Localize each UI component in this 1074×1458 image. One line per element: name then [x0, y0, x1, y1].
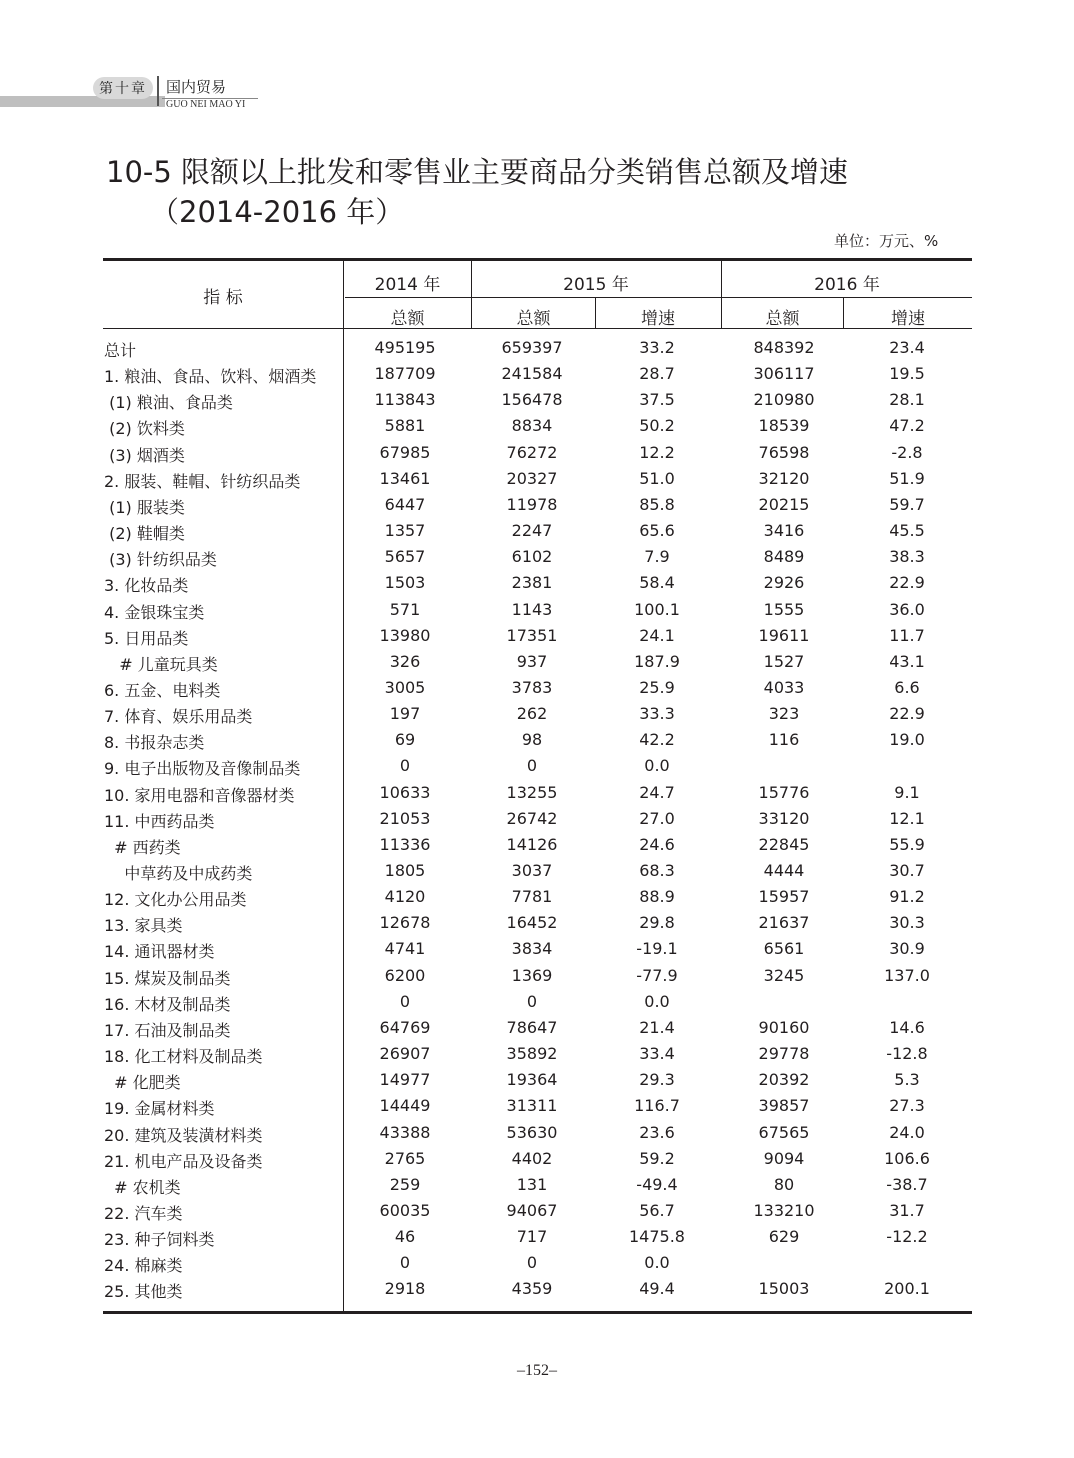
table-row — [0, 1279, 1074, 1305]
cell-2015-total: 262 — [516, 704, 548, 724]
cell-2015-total: 3037 — [511, 861, 553, 880]
cell-2014-total: 5881 — [384, 416, 426, 436]
cell-2015-total: 0 — [526, 756, 538, 776]
cell-2015-growth: 116.7 — [634, 1096, 680, 1116]
cell-2015-growth: 24.1 — [639, 625, 675, 645]
cell-2014-total: 64769 — [379, 1017, 431, 1037]
cell-2015-growth: 29.8 — [639, 913, 675, 933]
table-title: 10-5 限额以上批发和零售业主要商品分类销售总额及增速 — [106, 155, 849, 189]
header-growth-2015: 增速 — [641, 309, 675, 329]
row-label: (3) 针纺织品类 — [104, 550, 217, 570]
cell-2015-total: 1143 — [511, 599, 553, 619]
cell-2015-growth: 58.4 — [639, 573, 675, 593]
cell-2014-total: 14449 — [379, 1096, 431, 1116]
cell-2014-total: 6200 — [384, 965, 426, 985]
chapter-divider — [157, 76, 159, 106]
cell-2016-growth: 31.7 — [889, 1200, 925, 1220]
cell-2016-growth: 19.5 — [889, 364, 925, 384]
row-label: 12. 文化办公用品类 — [104, 890, 247, 910]
table-row — [0, 652, 1074, 678]
table-row — [0, 1123, 1074, 1149]
row-label: (1) 服装类 — [104, 497, 185, 517]
cell-2015-total: 156478 — [501, 390, 563, 410]
cell-2014-total: 2765 — [384, 1148, 426, 1168]
cell-2015-growth: 187.9 — [634, 651, 680, 671]
cell-2015-growth: 0.0 — [644, 756, 670, 776]
cell-2016-total: 20392 — [758, 1070, 810, 1090]
cell-2015-growth: -49.4 — [636, 1174, 678, 1194]
table-row — [0, 338, 1074, 364]
cell-2016-total: 67565 — [758, 1122, 810, 1142]
cell-2016-growth: 38.3 — [889, 547, 925, 567]
cell-2014-total: 69 — [394, 730, 416, 750]
cell-2015-growth: 56.7 — [639, 1200, 675, 1220]
row-label: 5. 日用品类 — [104, 628, 189, 648]
table-row — [0, 678, 1074, 704]
cell-2016-total: 848392 — [753, 338, 815, 357]
cell-2015-total: 2247 — [511, 521, 553, 541]
table-row — [0, 835, 1074, 861]
cell-2016-growth: 30.3 — [889, 913, 925, 933]
chapter-title: 国内贸易 — [166, 78, 227, 96]
cell-2014-total: 1503 — [384, 573, 426, 593]
cell-2015-growth: 27.0 — [639, 808, 675, 828]
row-label: 1. 粮油、食品、饮料、烟酒类 — [104, 367, 317, 387]
cell-2016-growth: 200.1 — [884, 1279, 930, 1299]
cell-2016-growth: 55.9 — [889, 834, 925, 854]
cell-2015-growth: 65.6 — [639, 521, 675, 541]
cell-2015-growth: 51.0 — [639, 468, 675, 488]
cell-2015-growth: 49.4 — [639, 1279, 675, 1299]
table-row — [0, 704, 1074, 730]
cell-2016-growth: 24.0 — [889, 1122, 925, 1142]
table-row — [0, 443, 1074, 469]
row-label: 总计 — [104, 341, 137, 360]
cell-2015-growth: 33.3 — [639, 704, 675, 724]
cell-2016-growth: 6.6 — [894, 677, 920, 697]
cell-2016-growth: 106.6 — [884, 1148, 930, 1168]
cell-2016-growth: -12.2 — [886, 1227, 928, 1247]
cell-2015-growth: 85.8 — [639, 494, 675, 514]
cell-2016-total: 1555 — [763, 599, 805, 619]
cell-2015-total: 11978 — [506, 494, 558, 514]
cell-2015-total: 1369 — [511, 965, 553, 985]
cell-2015-total: 717 — [516, 1227, 548, 1247]
row-label: 9. 电子出版物及音像制品类 — [104, 759, 301, 779]
table-row — [0, 1149, 1074, 1175]
row-label: 6. 五金、电料类 — [104, 680, 221, 700]
cell-2016-growth: 43.1 — [889, 651, 925, 671]
cell-2014-total: 5657 — [384, 547, 426, 567]
table-row — [0, 1096, 1074, 1122]
cell-2014-total: 0 — [399, 1253, 411, 1273]
cell-2016-growth: 11.7 — [889, 625, 925, 645]
cell-2015-growth: 100.1 — [634, 599, 680, 619]
cell-2016-growth: 23.4 — [889, 338, 925, 357]
header-mid-rule — [345, 297, 972, 298]
table-row — [0, 913, 1074, 939]
table-row — [0, 966, 1074, 992]
cell-2014-total: 13461 — [379, 468, 431, 488]
cell-2016-total: 39857 — [758, 1096, 810, 1116]
row-label: (2) 鞋帽类 — [104, 524, 185, 544]
header-year-2015: 2015 年 — [563, 275, 629, 295]
cell-2014-total: 60035 — [379, 1200, 431, 1220]
cell-2014-total: 1357 — [384, 521, 426, 541]
cell-2016-total: 306117 — [753, 364, 815, 384]
cell-2015-total: 16452 — [506, 913, 558, 933]
cell-2015-total: 35892 — [506, 1044, 558, 1064]
header-growth-2016: 增速 — [891, 309, 925, 329]
table-row — [0, 1227, 1074, 1253]
cell-2016-total: 20215 — [758, 494, 810, 514]
cell-2016-growth: -2.8 — [891, 442, 923, 462]
cell-2015-growth: 28.7 — [639, 364, 675, 384]
table-row — [0, 809, 1074, 835]
row-label: 10. 家用电器和音像器材类 — [104, 785, 295, 805]
row-label: # 农机类 — [104, 1177, 181, 1197]
cell-2015-growth: 29.3 — [639, 1070, 675, 1090]
cell-2015-growth: 0.0 — [644, 991, 670, 1011]
table-row — [0, 600, 1074, 626]
row-label: 21. 机电产品及设备类 — [104, 1151, 263, 1171]
cell-2014-total: 1805 — [384, 861, 426, 880]
cell-2016-growth: 5.3 — [894, 1070, 920, 1090]
cell-2015-total: 2381 — [511, 573, 553, 593]
cell-2015-growth: -19.1 — [636, 939, 678, 959]
row-label: 13. 家具类 — [104, 916, 183, 936]
cell-2016-total: 116 — [768, 730, 800, 750]
row-label: 4. 金银珠宝类 — [104, 602, 205, 622]
cell-2015-growth: 1475.8 — [629, 1227, 685, 1247]
cell-2015-growth: 33.4 — [639, 1044, 675, 1064]
cell-2016-total: 4033 — [763, 677, 805, 697]
cell-2016-total: 2926 — [763, 573, 805, 593]
cell-2014-total: 10633 — [379, 782, 431, 802]
cell-2016-total: 15957 — [758, 887, 810, 907]
cell-2014-total: 21053 — [379, 808, 431, 828]
cell-2016-total: 3416 — [763, 521, 805, 541]
cell-2015-total: 937 — [516, 651, 548, 671]
cell-2016-growth: 30.7 — [889, 861, 925, 880]
row-label: # 化肥类 — [104, 1073, 181, 1093]
cell-2016-growth: 30.9 — [889, 939, 925, 959]
table-row — [0, 547, 1074, 573]
row-label: 24. 棉麻类 — [104, 1256, 183, 1276]
cell-2016-total: 6561 — [763, 939, 805, 959]
cell-2015-total: 0 — [526, 991, 538, 1011]
cell-2015-total: 94067 — [506, 1200, 558, 1220]
cell-2016-growth: 47.2 — [889, 416, 925, 436]
cell-2015-total: 131 — [516, 1174, 548, 1194]
cell-2016-total: 76598 — [758, 442, 810, 462]
row-label: 19. 金属材料类 — [104, 1099, 215, 1119]
cell-2016-total: 3245 — [763, 965, 805, 985]
table-row — [0, 1018, 1074, 1044]
cell-2016-total: 18539 — [758, 416, 810, 436]
cell-2016-growth: 45.5 — [889, 521, 925, 541]
header-total-2016: 总额 — [765, 309, 800, 329]
row-label: 22. 汽车类 — [104, 1203, 183, 1223]
page-number: –152– — [517, 1362, 557, 1379]
row-label: (1) 粮油、食品类 — [104, 393, 233, 413]
header-total-2014: 总额 — [390, 309, 425, 329]
cell-2016-total: 29778 — [758, 1044, 810, 1064]
cell-2016-growth: 19.0 — [889, 730, 925, 750]
header-year-2016: 2016 年 — [814, 275, 880, 295]
row-label: 18. 化工材料及制品类 — [104, 1047, 263, 1067]
cell-2014-total: 4741 — [384, 939, 426, 959]
cell-2014-total: 326 — [389, 651, 421, 671]
cell-2015-total: 6102 — [511, 547, 553, 567]
cell-2015-growth: 21.4 — [639, 1017, 675, 1037]
header-year-2014: 2014 年 — [374, 275, 441, 295]
cell-2015-growth: 24.7 — [639, 782, 675, 802]
cell-2015-total: 76272 — [506, 442, 558, 462]
cell-2016-total: 32120 — [758, 468, 810, 488]
cell-2014-total: 2918 — [384, 1279, 426, 1299]
cell-2016-growth: 12.1 — [889, 808, 925, 828]
cell-2015-growth: 59.2 — [639, 1148, 675, 1168]
cell-2015-total: 19364 — [506, 1070, 558, 1090]
cell-2015-total: 98 — [521, 730, 543, 750]
chapter-number: 第十章 — [99, 81, 147, 97]
cell-2016-total: 1527 — [763, 651, 805, 671]
cell-2016-growth: -12.8 — [886, 1044, 928, 1064]
cell-2016-total: 22845 — [758, 834, 810, 854]
cell-2016-growth: 22.9 — [889, 573, 925, 593]
cell-2015-total: 241584 — [501, 364, 563, 384]
cell-2015-growth: 50.2 — [639, 416, 675, 436]
row-label: 3. 化妆品类 — [104, 576, 189, 596]
table-row — [0, 495, 1074, 521]
header-total-2015: 总额 — [516, 309, 551, 329]
row-label: 2. 服装、鞋帽、针纺织品类 — [104, 471, 301, 491]
cell-2014-total: 14977 — [379, 1070, 431, 1090]
cell-2016-total: 8489 — [763, 547, 805, 567]
cell-2015-growth: 33.2 — [639, 338, 675, 357]
row-label: 16. 木材及制品类 — [104, 994, 231, 1014]
cell-2015-total: 53630 — [506, 1122, 558, 1142]
cell-2014-total: 259 — [389, 1174, 421, 1194]
cell-2015-total: 3783 — [511, 677, 553, 697]
cell-2016-growth: 51.9 — [889, 468, 925, 488]
cell-2015-growth: 68.3 — [639, 861, 675, 880]
cell-2015-total: 31311 — [506, 1096, 558, 1116]
table-row — [0, 1044, 1074, 1070]
table-row — [0, 730, 1074, 756]
cell-2016-total: 80 — [773, 1174, 795, 1194]
cell-2015-total: 4359 — [511, 1279, 553, 1299]
cell-2016-growth: 36.0 — [889, 599, 925, 619]
row-label: 25. 其他类 — [104, 1282, 183, 1302]
row-label: 20. 建筑及装潢材料类 — [104, 1125, 263, 1145]
cell-2015-growth: 24.6 — [639, 834, 675, 854]
cell-2014-total: 3005 — [384, 677, 426, 697]
cell-2016-total: 15776 — [758, 782, 810, 802]
table-bottom-rule — [103, 1311, 972, 1314]
cell-2015-growth: 25.9 — [639, 677, 675, 697]
cell-2014-total: 26907 — [379, 1044, 431, 1064]
cell-2015-total: 659397 — [501, 338, 563, 357]
cell-2015-total: 3834 — [511, 939, 553, 959]
table-row — [0, 1175, 1074, 1201]
table-row — [0, 1201, 1074, 1227]
table-row — [0, 756, 1074, 782]
cell-2014-total: 197 — [389, 704, 421, 724]
cell-2015-growth: 88.9 — [639, 887, 675, 907]
cell-2014-total: 571 — [389, 599, 421, 619]
cell-2016-total: 15003 — [758, 1279, 810, 1299]
cell-2014-total: 12678 — [379, 913, 431, 933]
table-row — [0, 992, 1074, 1018]
cell-2014-total: 0 — [399, 756, 411, 776]
cell-2016-total: 4444 — [763, 861, 805, 880]
table-row — [0, 861, 1074, 887]
cell-2014-total: 11336 — [379, 834, 431, 854]
cell-2016-growth: -38.7 — [886, 1174, 928, 1194]
table-top-rule — [103, 258, 972, 261]
cell-2014-total: 46 — [394, 1227, 416, 1247]
table-row — [0, 416, 1074, 442]
cell-2015-growth: 23.6 — [639, 1122, 675, 1142]
table-row — [0, 783, 1074, 809]
cell-2016-growth: 9.1 — [894, 782, 920, 802]
row-label: 11. 中西药品类 — [104, 811, 215, 831]
row-label: 15. 煤炭及制品类 — [104, 968, 231, 988]
table-row — [0, 469, 1074, 495]
cell-2015-total: 26742 — [506, 808, 558, 828]
row-label: 中草药及中成药类 — [104, 864, 253, 883]
cell-2015-growth: -77.9 — [636, 965, 678, 985]
cell-2016-total: 210980 — [753, 390, 815, 410]
cell-2016-total: 33120 — [758, 808, 810, 828]
cell-2015-growth: 37.5 — [639, 390, 675, 410]
cell-2016-growth: 28.1 — [889, 390, 925, 410]
table-row — [0, 521, 1074, 547]
cell-2015-total: 8834 — [511, 416, 553, 436]
cell-2014-total: 4120 — [384, 887, 426, 907]
cell-2015-total: 20327 — [506, 468, 558, 488]
table-row — [0, 390, 1074, 416]
row-label: # 儿童玩具类 — [104, 654, 218, 674]
cell-2014-total: 43388 — [379, 1122, 431, 1142]
cell-2015-growth: 0.0 — [644, 1253, 670, 1273]
chapter-pinyin: GUO NEI MAO YI — [166, 99, 246, 110]
cell-2014-total: 495195 — [374, 338, 436, 357]
cell-2016-total: 21637 — [758, 913, 810, 933]
cell-2015-total: 17351 — [506, 625, 558, 645]
table-row — [0, 364, 1074, 390]
cell-2016-total: 629 — [768, 1227, 800, 1247]
cell-2015-growth: 12.2 — [639, 442, 675, 462]
cell-2015-total: 13255 — [506, 782, 558, 802]
row-label: # 西药类 — [104, 837, 181, 857]
row-label: 14. 通讯器材类 — [104, 942, 215, 962]
row-label: 17. 石油及制品类 — [104, 1020, 231, 1040]
cell-2016-total: 9094 — [763, 1148, 805, 1168]
row-label: (2) 饮料类 — [104, 419, 185, 439]
cell-2016-total: 19611 — [758, 625, 810, 645]
row-label: 7. 体育、娱乐用品类 — [104, 707, 253, 727]
cell-2016-growth: 137.0 — [884, 965, 930, 985]
table-row — [0, 1070, 1074, 1096]
cell-2015-total: 0 — [526, 1253, 538, 1273]
cell-2016-growth: 22.9 — [889, 704, 925, 724]
row-label: (3) 烟酒类 — [104, 445, 185, 465]
table-title-years: （2014-2016 年） — [150, 195, 405, 229]
unit-note: 单位：万元、% — [834, 232, 939, 250]
row-label: 8. 书报杂志类 — [104, 733, 205, 753]
table-row — [0, 939, 1074, 965]
cell-2016-total: 323 — [768, 704, 800, 724]
cell-2016-growth: 27.3 — [889, 1096, 925, 1116]
table-row — [0, 887, 1074, 913]
cell-2015-total: 14126 — [506, 834, 558, 854]
table-row — [0, 573, 1074, 599]
cell-2016-growth: 14.6 — [889, 1017, 925, 1037]
cell-2016-growth: 59.7 — [889, 494, 925, 514]
cell-2014-total: 0 — [399, 991, 411, 1011]
cell-2016-total: 133210 — [753, 1200, 815, 1220]
header-indicator: 指 标 — [203, 288, 243, 308]
table-row — [0, 626, 1074, 652]
cell-2015-total: 4402 — [511, 1148, 553, 1168]
cell-2014-total: 187709 — [374, 364, 436, 384]
cell-2015-growth: 7.9 — [644, 547, 670, 567]
cell-2014-total: 67985 — [379, 442, 431, 462]
cell-2015-total: 7781 — [511, 887, 553, 907]
row-label: 23. 种子饲料类 — [104, 1230, 215, 1250]
cell-2016-growth: 91.2 — [889, 887, 925, 907]
cell-2014-total: 113843 — [374, 390, 436, 410]
cell-2016-total: 90160 — [758, 1017, 810, 1037]
cell-2015-growth: 42.2 — [639, 730, 675, 750]
cell-2014-total: 13980 — [379, 625, 431, 645]
cell-2015-total: 78647 — [506, 1017, 558, 1037]
cell-2014-total: 6447 — [384, 494, 426, 514]
table-row — [0, 1253, 1074, 1279]
